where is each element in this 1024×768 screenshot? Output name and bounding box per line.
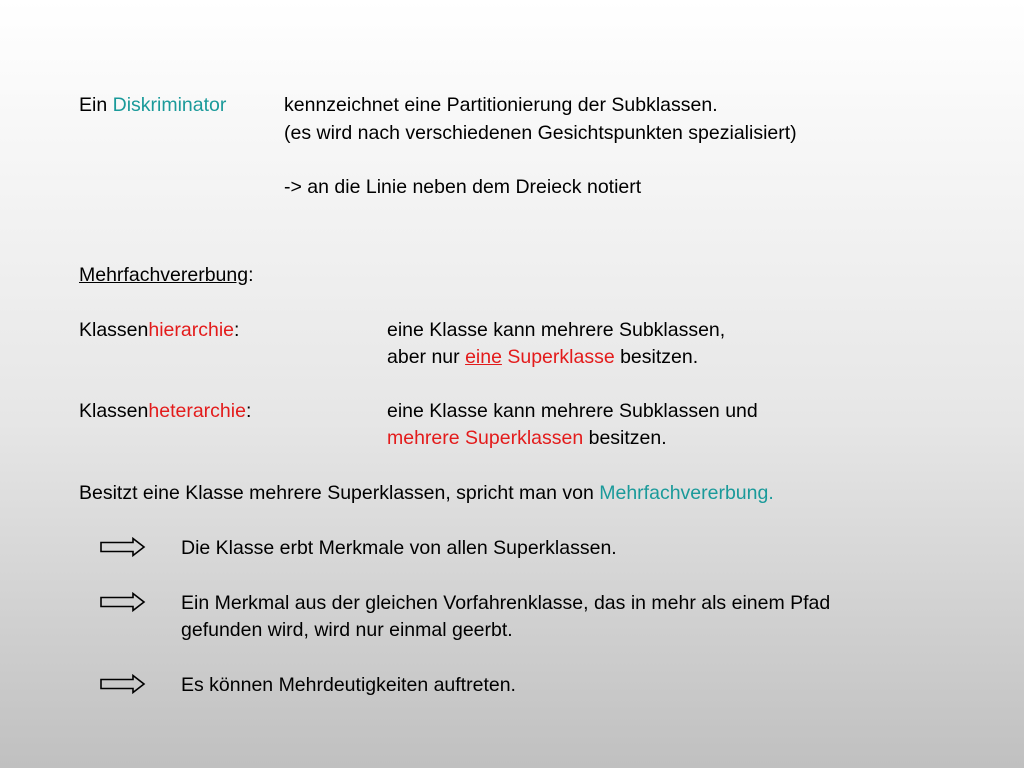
- hierarchie-label-highlight: hierarchie: [148, 319, 235, 341]
- section-heading: [79, 266, 254, 286]
- hierarchie-eine: eine: [465, 346, 502, 368]
- heterarchie-line-2: [387, 429, 667, 449]
- hierarchie-line-2-prefix: aber nur: [387, 346, 466, 368]
- bullet-2-line-1: Ein Merkmal aus der gleichen Vorfahrenklasse, das in mehr als einem Pfad: [181, 592, 831, 614]
- heterarchie-label-prefix: Klassen: [79, 400, 149, 422]
- heterarchie-label-highlight: heterarchie: [148, 400, 246, 422]
- bullet-1-line-1: Die Klasse erbt Merkmale von allen Superklassen.: [181, 537, 617, 559]
- summary-line: [79, 484, 774, 504]
- double-line-right-arrow-icon: [100, 537, 146, 557]
- hierarchie-label-colon: :: [234, 319, 240, 341]
- discriminator-line-2: (es wird nach verschiedenen Gesichtspunkten spezialisiert): [284, 122, 797, 144]
- bullet-3-line-1: Es können Mehrdeutigkeiten auftreten.: [181, 674, 516, 696]
- heading-text: Mehrfachvererbung: [79, 264, 249, 286]
- discriminator-label: [79, 96, 226, 116]
- hierarchie-label-prefix: Klassen: [79, 319, 149, 341]
- hierarchie-line-2: [387, 348, 698, 368]
- hierarchie-superklasse: Superklasse: [507, 346, 615, 368]
- discriminator-line-1: kennzeichnet eine Partitionierung der Subklassen.: [284, 94, 718, 116]
- summary-prefix: Besitzt eine Klasse mehrere Superklassen, spricht man von: [79, 482, 600, 504]
- hierarchie-label: [79, 321, 239, 341]
- discriminator-term: Diskriminator: [112, 94, 227, 116]
- heterarchie-label: [79, 402, 251, 422]
- heading-colon: :: [248, 264, 254, 286]
- hierarchie-line-2-suffix: besitzen.: [614, 346, 699, 368]
- double-line-right-arrow-icon: [100, 592, 146, 612]
- discriminator-prefix: Ein: [79, 94, 113, 116]
- hierarchie-line-1: eine Klasse kann mehrere Subklassen,: [387, 319, 726, 341]
- heterarchie-label-colon: :: [245, 400, 252, 422]
- discriminator-line-3: -> an die Linie neben dem Dreieck notiert: [284, 176, 642, 198]
- double-line-right-arrow-icon: [100, 674, 146, 694]
- summary-highlight: Mehrfachvererbung.: [599, 482, 774, 504]
- bullet-2-line-2: gefunden wird, wird nur einmal geerbt.: [181, 619, 513, 641]
- heterarchie-line-2-suffix: besitzen.: [583, 427, 667, 449]
- heterarchie-superklassen: mehrere Superklassen: [387, 427, 584, 449]
- heterarchie-line-1: eine Klasse kann mehrere Subklassen und: [387, 400, 758, 422]
